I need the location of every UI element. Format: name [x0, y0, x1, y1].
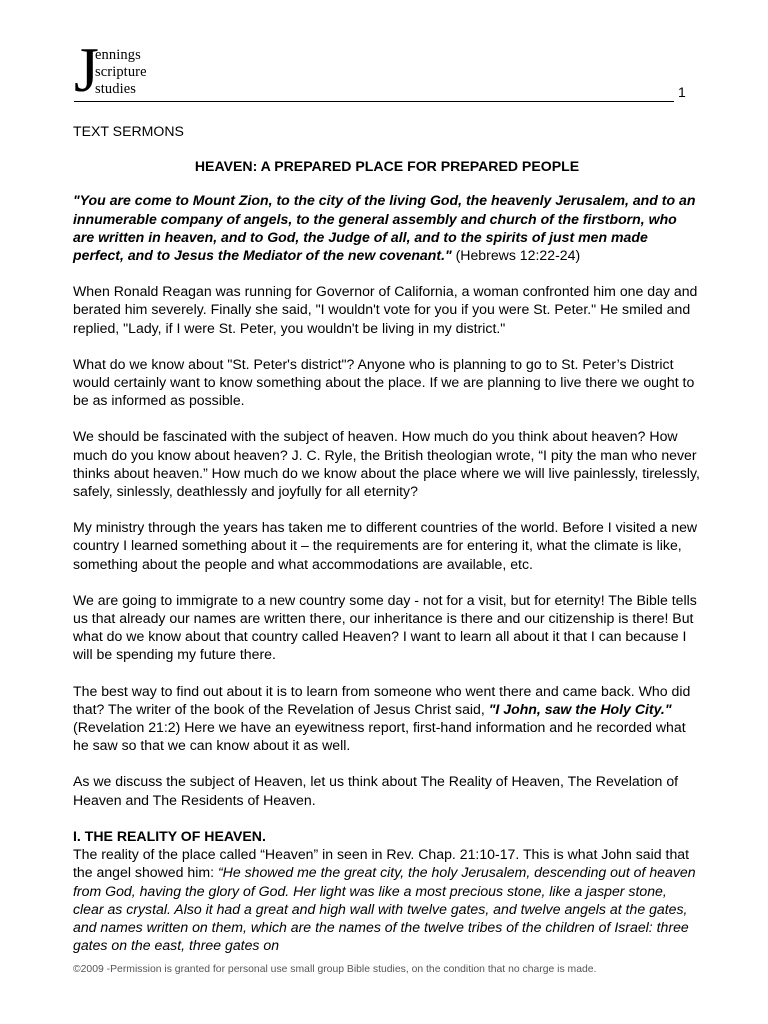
- section-heading-reality: I. THE REALITY OF HEAVEN.: [73, 827, 266, 844]
- sermon-title: HEAVEN: A PREPARED PLACE FOR PREPARED PEOPLE: [194, 158, 580, 175]
- paragraph-reagan: When Ronald Reagan was running for Governor of California, a woman confronted him one day and berated him severely. Finally she said, "I wouldn't vote for you if you were St. Peter." He smiled and replied, "Lady, if I were St. Peter, you wouldn't be living in my district.": [73, 283, 698, 336]
- logo-line-1: ennings: [95, 47, 141, 63]
- paragraph-eyewitness-quote: "I John, saw the Holy City.": [488, 700, 672, 717]
- copyright-footer: ©2009 -Permission is granted for personal use small group Bible studies, on the condition that no charge is made.: [73, 964, 597, 975]
- header-rule: [74, 101, 674, 102]
- paragraph-eyewitness: [73, 682, 701, 755]
- page-number: 1: [678, 84, 686, 100]
- paragraph-eyewitness-before: The best way to find out about it is to learn from someone who went there and came back. Who did that? The writer of the book of the Revelation of Jesus Christ said,: [73, 682, 691, 717]
- paragraph-reality-quote: “He showed me the great city, the holy Jerusalem, descending out of heaven from God, having the glory of God. Her light was like a most precious stone, like a jasper stone, clear as crystal. Also it had a great and high wall with twelve gates, and twelve angels at the gates, and names written on them, which are the names of the twelve tribes of the children of Israel: three gates on the east, three gates on: [73, 864, 696, 954]
- paragraph-reality: [73, 845, 701, 954]
- logo-line-3: studies: [95, 81, 136, 97]
- epigraph-reference: (Hebrews 12:22-24): [451, 247, 581, 264]
- epigraph-quote: "You are come to Mount Zion, to the city of the living God, the heavenly Jerusalem, and to an innumerable company of angels, to the general assembly and church of the firstborn, who are written in heaven, and to God, the Judge of all, and to the spirits of just men made perfect, and to Jesus the Mediator of the new covenant.": [73, 192, 696, 264]
- logo-line-2: scripture: [95, 64, 147, 80]
- paragraph-reality-intro: The reality of the place called “Heaven” in seen in Rev. Chap. 21:10-17. This is what John said that the angel showed him:: [73, 846, 690, 881]
- paragraph-st-peters-district: What do we know about "St. Peter's district"? Anyone who is planning to go to St. Peter’s District would certainly want to know something about the place. If we are planning to live there we ought to be as informed as possible.: [73, 355, 695, 409]
- paragraph-outline: As we discuss the subject of Heaven, let us think about The Reality of Heaven, The Revelation of Heaven and The Residents of Heaven.: [73, 773, 679, 808]
- document-body: [73, 122, 701, 954]
- paragraph-ministry: My ministry through the years has taken me to different countries of the world. Before I visited a new country I learned something about it – the requirements are for entering it, what the climate is like, something about the people and what accommodations are available, etc.: [73, 519, 698, 572]
- jennings-scripture-studies-logo: [74, 34, 164, 105]
- paragraph-eyewitness-after: (Revelation 21:2) Here we have an eyewitness report, first-hand information and he recorded what he saw so that we can know about it as well.: [73, 719, 686, 754]
- paragraph-new-country: We are going to immigrate to a new country some day - not for a visit, but for eternity! The Bible tells us that already our names are written there, our inheritance is there and our citizenship is there! But what do we know about that country called Heaven? I want to learn all about it that I can because I will be spending my future there.: [73, 591, 697, 663]
- epigraph: [73, 191, 701, 264]
- paragraph-subject-of-heaven: We should be fascinated with the subject of heaven. How much do you think about heaven? How much do you know about heaven? J. C. Ryle, the British theologian wrote, “I pity the man who never thinks about heaven.” How much do we know about the place where we will live painlessly, tirelessly, safely, sinlessly, deathlessly and joyfully for all eternity?: [73, 428, 700, 500]
- section-label: TEXT SERMONS: [73, 123, 184, 139]
- logo-initial: J: [74, 34, 99, 105]
